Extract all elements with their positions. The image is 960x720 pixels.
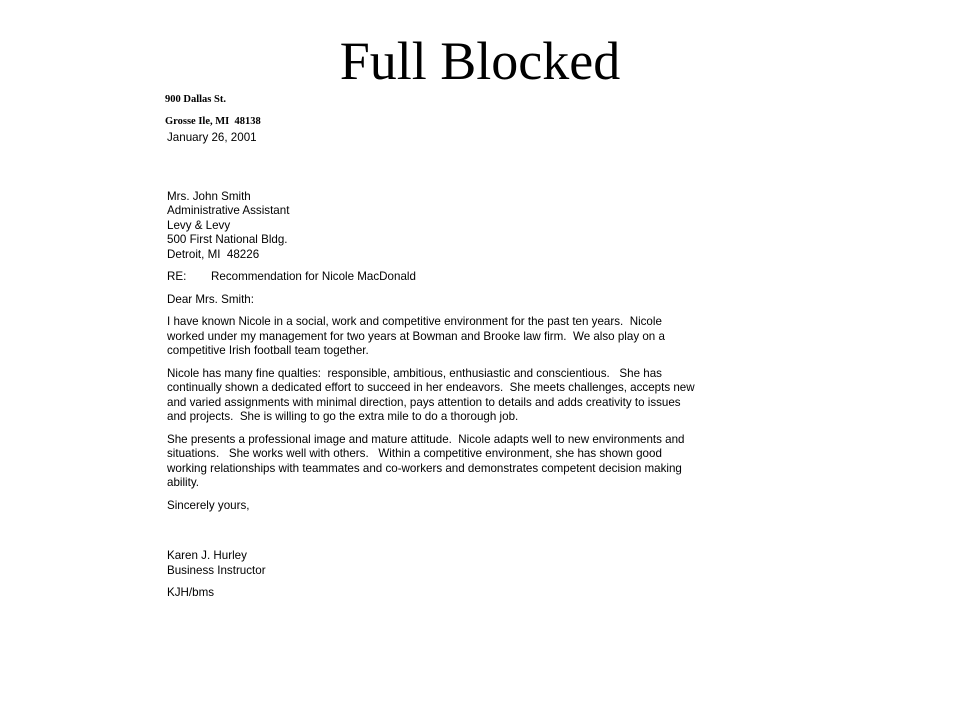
paragraph-line: She presents a professional image and mature attitude. Nicole adapts well to new environments and xyxy=(167,432,685,446)
paragraph-line: worked under my management for two years at Bowman and Brooke law firm. We also play on a xyxy=(167,329,665,343)
paragraph-line: and varied assignments with minimal direction, pays attention to details and adds creativity to issues xyxy=(167,395,681,409)
inside-address-line: Detroit, MI 48226 xyxy=(167,247,260,261)
letter-body xyxy=(167,131,767,601)
paragraph xyxy=(167,367,767,425)
return-address-street: 900 Dallas St. xyxy=(165,94,226,105)
paragraph xyxy=(167,433,767,491)
reference-initials: KJH/bms xyxy=(167,586,215,599)
subject-label: RE: xyxy=(167,270,187,283)
salutation: Dear Mrs. Smith: xyxy=(167,292,254,306)
return-address-city: Grosse Ile, MI 48138 xyxy=(165,116,261,127)
inside-address-line: Levy & Levy xyxy=(167,218,231,232)
return-address xyxy=(165,92,261,136)
complimentary-closing: Sincerely yours, xyxy=(167,498,250,512)
signer-title: Business Instructor xyxy=(167,563,266,577)
paragraph-line: continually shown a dedicated effort to succeed in her endeavors. She meets challenges, accepts new xyxy=(167,381,695,394)
paragraph-line: I have known Nicole in a social, work and competitive environment for the past ten years. Nicole xyxy=(167,315,662,328)
inside-address-line: Administrative Assistant xyxy=(167,204,290,217)
paragraph-line: and projects. She is willing to go the extra mile to do a thorough job. xyxy=(167,410,519,423)
inside-address-line: 500 First National Bldg. xyxy=(167,233,288,246)
subject-text: Recommendation for Nicole MacDonald xyxy=(211,270,416,283)
slide-title: Full Blocked xyxy=(339,31,621,91)
inside-address xyxy=(167,190,767,263)
paragraph-line: Nicole has many fine qualties: responsible, ambitious, enthusiastic and conscientious. She has xyxy=(167,366,662,380)
paragraph-line: working relationships with teammates and co-workers and demonstrates competent decision making xyxy=(167,461,682,475)
letter-date: January 26, 2001 xyxy=(167,131,257,144)
signer-name: Karen J. Hurley xyxy=(167,549,247,562)
subject-line xyxy=(167,270,767,285)
paragraph xyxy=(167,315,767,359)
paragraph-line: situations. She works well with others. Within a competitive environment, she has shown good xyxy=(167,447,662,460)
paragraph-line: competitive Irish football team together. xyxy=(167,344,369,357)
inside-address-line: Mrs. John Smith xyxy=(167,189,251,203)
paragraph-line: ability. xyxy=(167,476,200,489)
